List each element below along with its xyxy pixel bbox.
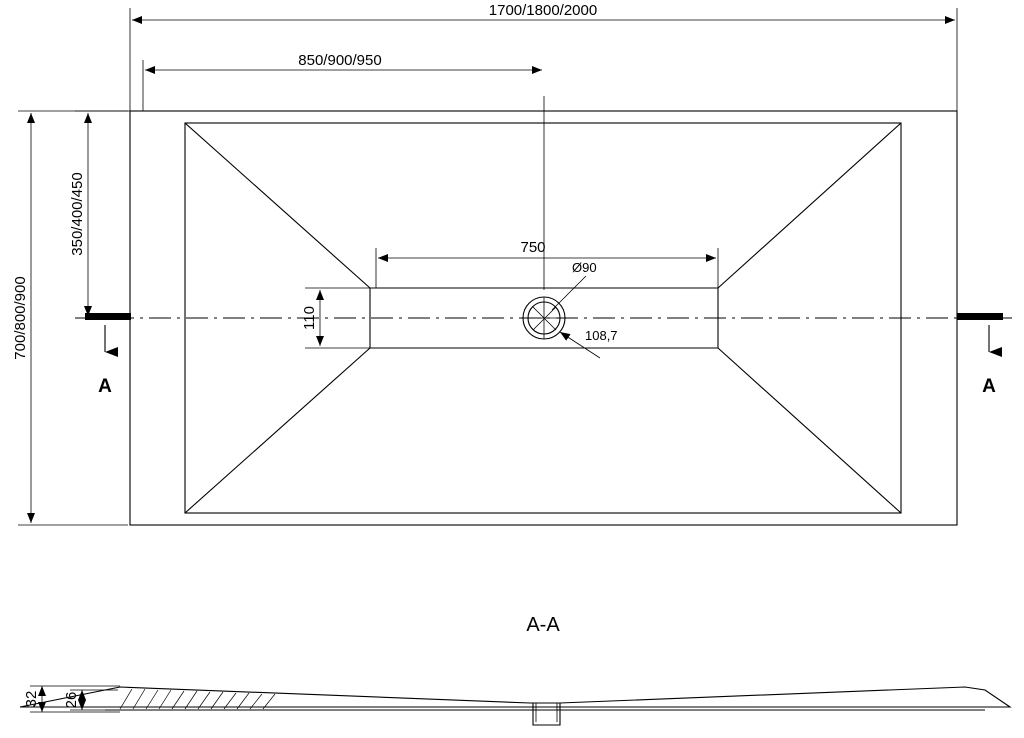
dim-channel-width: 110 [301,306,318,330]
dim-section-heights [23,686,120,712]
dim-overall-depth: 700/800/900 [12,276,29,360]
dim-drain-outer: 108,7 [585,328,618,343]
section-profile [20,687,1010,725]
section-mark-right [957,313,1003,397]
dim-drain-diameter: Ø90 [572,260,597,275]
dim-half-width: 850/900/950 [298,52,382,69]
section-mark-left [85,313,131,397]
dim-overall-width: 1700/1800/2000 [488,2,598,19]
dim-section-inner-height: 26 [63,691,80,709]
dim-drain-offset: 750 [520,239,546,256]
dim-edge-depth-group [69,111,130,316]
section-label-right: A [982,376,996,397]
dim-section-total-height: 32 [23,690,40,708]
drain-outer-leader [560,328,618,358]
section-label-left: A [98,376,112,397]
dim-drain-offset-group [376,239,718,288]
dim-edge-depth: 350/400/450 [69,172,86,256]
dim-half-width-group [143,52,542,111]
dim-overall-width-group [130,2,957,111]
section-view-label: A-A [526,614,560,636]
